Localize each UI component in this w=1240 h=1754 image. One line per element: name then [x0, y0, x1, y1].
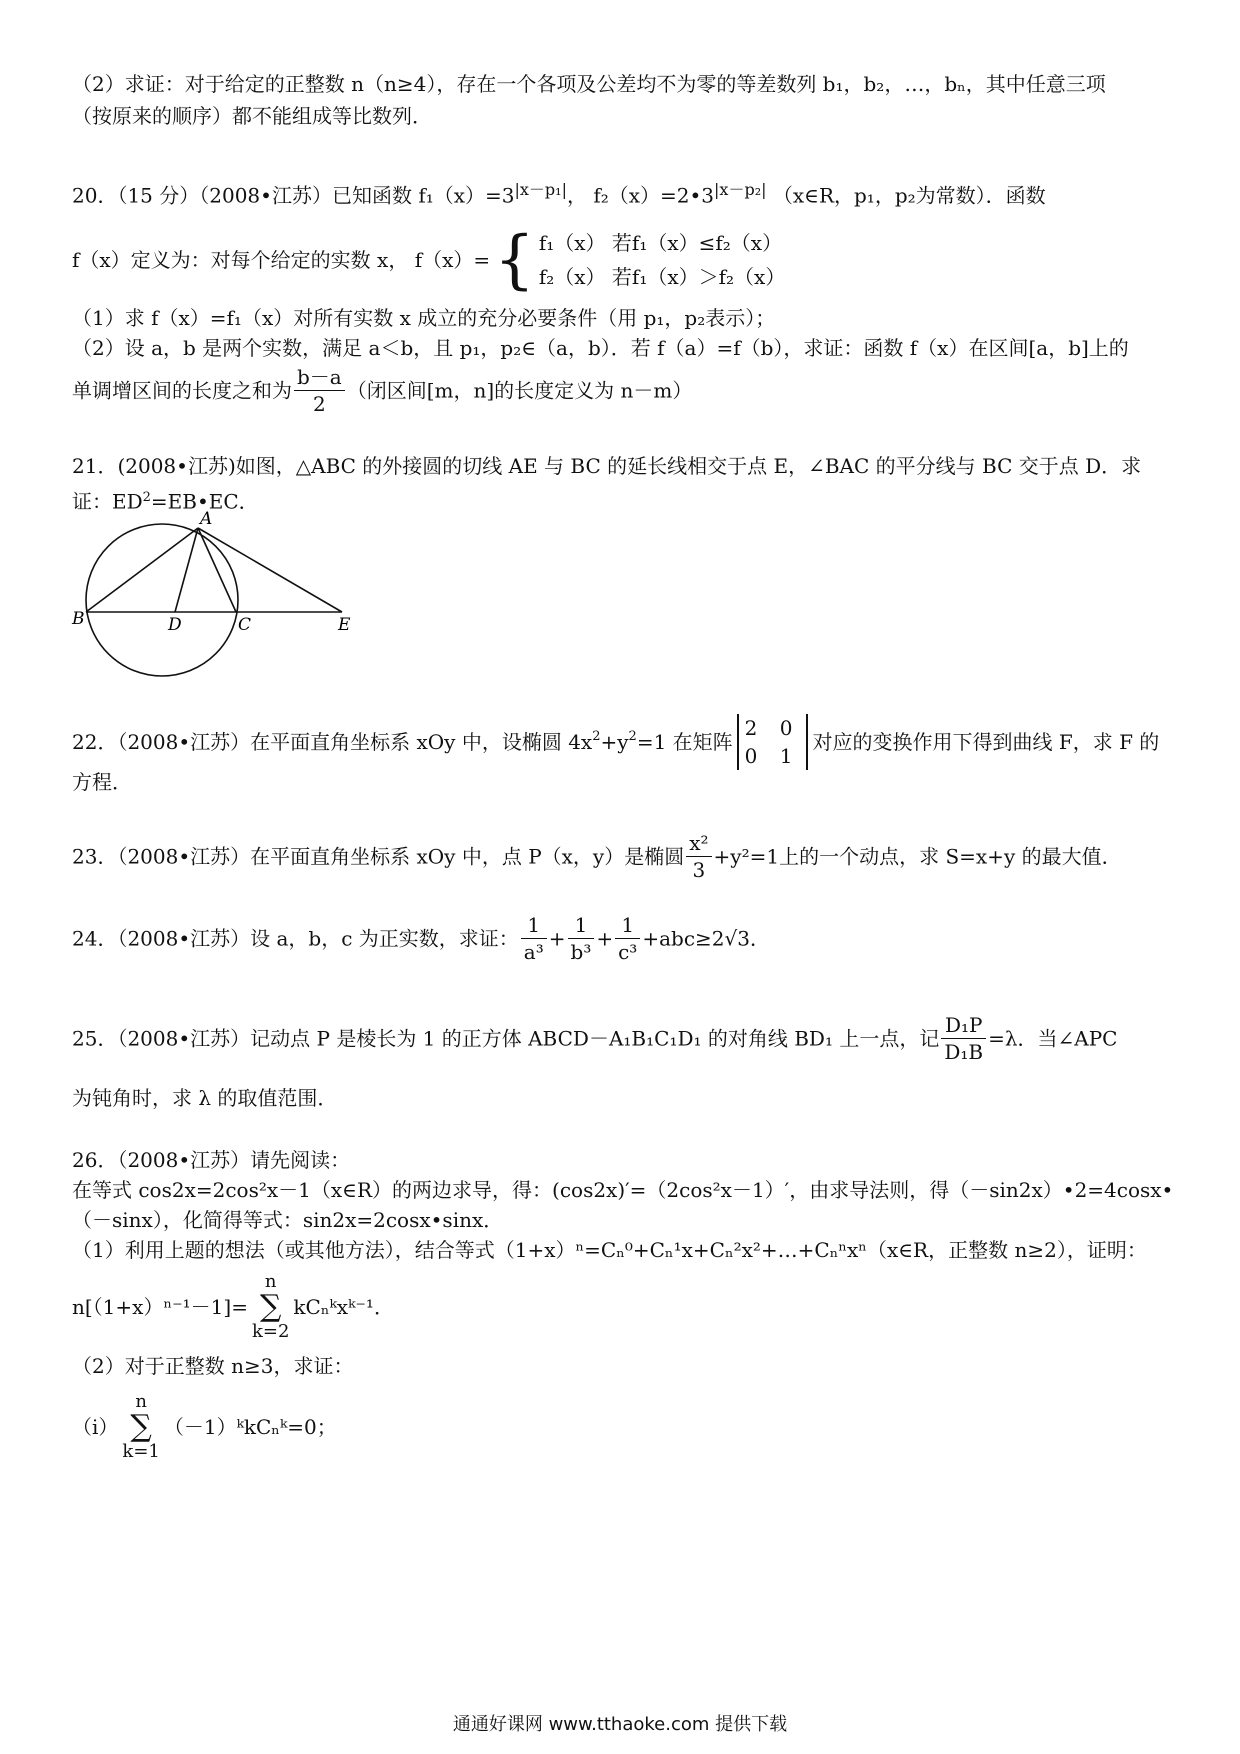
q26-sum2-sigma: ∑ — [130, 1409, 152, 1444]
circumcircle — [86, 524, 238, 676]
q25-den: D₁B — [944, 1040, 984, 1064]
q19-part2-line1: （2）求证：对于给定的正整数 n（n≥4），存在一个各项及公差均不为零的等差数列 b₁，b₂，…，bₙ，其中任意三项 — [72, 72, 1106, 96]
q20-intro-b: （x∈R，p₁，p₂为常数）．函数 — [772, 183, 1046, 208]
q26-eq1-left: n[（1+x）ⁿ⁻¹－1]= — [72, 1295, 248, 1319]
q23-num: x² — [686, 830, 711, 857]
q20-fraction — [294, 364, 345, 417]
q26-i-label: （i） — [72, 1415, 119, 1439]
q23-a: 23．（2008•江苏）在平面直角坐标系 xOy 中，点 P（x，y）是椭圆 — [72, 844, 685, 869]
q22-line1c: =1 在矩阵 — [636, 730, 733, 754]
q21-line2-sup: 2 — [142, 490, 151, 505]
plus-sign: + — [596, 926, 614, 951]
q20-def-label: f（x）定义为：对每个给定的实数 x， — [72, 248, 409, 272]
q22-sup1: 2 — [592, 728, 601, 744]
q22-line1 — [72, 714, 1159, 774]
q24-d2: b³ — [570, 940, 592, 964]
q20-frac-num: b－a — [294, 364, 345, 391]
page-footer: 通通好课网 www.tthaoke.com 提供下载 — [452, 1714, 788, 1735]
q26-sum2-top: n — [135, 1391, 147, 1412]
plus-sign: + — [548, 926, 566, 951]
q23-line — [72, 830, 1122, 883]
q22-line1b: +y — [600, 730, 629, 754]
q24-d3: c³ — [618, 940, 638, 964]
q20-f2-exponent: |x－p₂| — [714, 180, 767, 199]
q25-line2: 为钝角时，求 λ 的取值范围． — [72, 1086, 338, 1110]
q24-n1: 1 — [521, 912, 547, 939]
q20-f1-exponent: |x－p₁| — [514, 180, 567, 199]
q22-matrix-row1: 2 0 — [744, 716, 801, 740]
q26-sum1-top: n — [264, 1271, 277, 1292]
q23-fraction — [686, 830, 711, 883]
q26-eq1 — [72, 1272, 394, 1342]
q26-i — [72, 1392, 337, 1462]
q24-b: +abc≥2√3． — [642, 926, 770, 951]
q23-b: +y²=1上的一个动点，求 S=x+y 的最大值． — [713, 844, 1122, 869]
q25-a: 25．（2008•江苏）记动点 P 是棱长为 1 的正方体 ABCD－A₁B₁C₁D₁ 的对角线 BD₁ 上一点，记 — [72, 1026, 940, 1051]
q26-sum2 — [122, 1392, 159, 1462]
q26-line3: （－sinx），化简得等式：sin2x=2cosx•sinx． — [72, 1208, 504, 1232]
q26-line4: （1）利用上题的想法（或其他方法），结合等式（1+x）ⁿ=Cₙ⁰+Cₙ¹x+Cₙ²x²+…+Cₙⁿxⁿ（x∈R，正整数 n≥2），证明： — [72, 1238, 1147, 1262]
q21-line2b: =EB•EC． — [150, 489, 259, 514]
q22-line1a: 22．（2008•江苏）在平面直角坐标系 xOy 中，设椭圆 4x — [72, 730, 593, 754]
line-AB — [86, 528, 198, 612]
q22-line1d: 对应的变换作用下得到曲线 F，求 F 的 — [812, 730, 1160, 754]
q24-frac-b — [568, 912, 595, 965]
q26-part2: （2）对于正整数 n≥3，求证： — [72, 1354, 354, 1378]
q24-line — [72, 912, 770, 965]
q22-matrix-row2: 0 1 — [744, 744, 801, 768]
q26-line2: 在等式 cos2x=2cos²x－1（x∈R）的两边求导，得：(cos2x)′=（2cos²x－1）′，由求导法则，得（－sin2x）•2=4cosx• — [72, 1178, 1174, 1202]
q24-n2: 1 — [568, 912, 595, 939]
q19-part2-line2: （按原来的顺序）都不能组成等比数列． — [72, 104, 432, 128]
piecewise-brace: { — [494, 223, 535, 297]
q20-f1: f₁（x）=3 — [418, 183, 515, 208]
q20-part2-line2b: （闭区间[m，n]的长度定义为 n－m） — [346, 378, 693, 403]
label-E: E — [338, 615, 351, 635]
q25-fraction — [941, 1012, 986, 1065]
q24-n3: 1 — [615, 912, 640, 939]
q22-matrix — [737, 714, 809, 770]
q25-b: =λ．当∠APC — [988, 1026, 1118, 1051]
q20-definition — [72, 223, 786, 306]
q25-line1 — [72, 1012, 1118, 1065]
q20-frac-den: 2 — [313, 392, 326, 416]
q24-frac-c — [615, 912, 640, 965]
q21-line1: 21．(2008•江苏)如图，△ABC 的外接圆的切线 AE 与 BC 的延长线相交于点 E，∠BAC 的平分线与 BC 交于点 D．求 — [72, 454, 1142, 478]
q26-i-right: （－1）ᵏkCₙᵏ=0； — [163, 1415, 337, 1439]
q26-line1: 26．（2008•江苏）请先阅读： — [72, 1148, 351, 1172]
q26-sum2-bot: k=1 — [122, 1441, 160, 1462]
q24-d1: a³ — [523, 940, 544, 964]
q20-f2: f₂（x）=2•3 — [593, 183, 715, 208]
label-D: D — [168, 615, 182, 635]
q26-sum1-bot: k=2 — [251, 1321, 290, 1342]
q20-case2: f₂（x） 若f₁（x）＞f₂（x） — [538, 265, 786, 289]
piecewise-cases — [539, 226, 785, 294]
label-A: A — [200, 510, 213, 529]
line-AE — [198, 528, 342, 612]
q26-sum1 — [252, 1272, 289, 1342]
q22-sup2: 2 — [628, 728, 637, 744]
q24-a: 24．（2008•江苏）设 a，b，c 为正实数，求证： — [72, 926, 519, 951]
q20-fx-eq: f（x）= — [414, 248, 491, 272]
q20-separator: ， — [566, 183, 587, 208]
line-AC — [198, 528, 236, 612]
q25-num: D₁P — [941, 1012, 986, 1039]
q26-sum1-sigma: ∑ — [259, 1289, 282, 1324]
line-AD — [175, 528, 198, 612]
q24-frac-a — [521, 912, 547, 965]
q20-intro-a: 20．（15 分）（2008•江苏）已知函数 — [72, 183, 412, 208]
q26-eq1-right: kCₙᵏxᵏ⁻¹． — [293, 1295, 394, 1319]
label-B: B — [72, 609, 85, 629]
q22-line2: 方程． — [72, 770, 132, 794]
label-C: C — [238, 615, 252, 635]
q20-part2-line2a: 单调增区间的长度之和为 — [72, 378, 292, 403]
q20-case1: f₁（x） 若f₁（x）≤f₂（x） — [538, 231, 783, 255]
q20-intro — [72, 176, 1046, 210]
q20-part1: （1）求 f（x）=f₁（x）对所有实数 x 成立的充分必要条件（用 p₁，p₂表示）； — [72, 306, 776, 330]
q20-part2-line2 — [72, 364, 692, 417]
q20-part2-line1: （2）设 a，b 是两个实数，满足 a＜b，且 p₁，p₂∈（a，b）．若 f（a）=f（b），求证：函数 f（x）在区间[a，b]上的 — [72, 336, 1129, 360]
q21-line2a: 证：ED — [72, 489, 143, 514]
q23-den: 3 — [692, 858, 706, 882]
geometry-figure — [70, 510, 410, 690]
